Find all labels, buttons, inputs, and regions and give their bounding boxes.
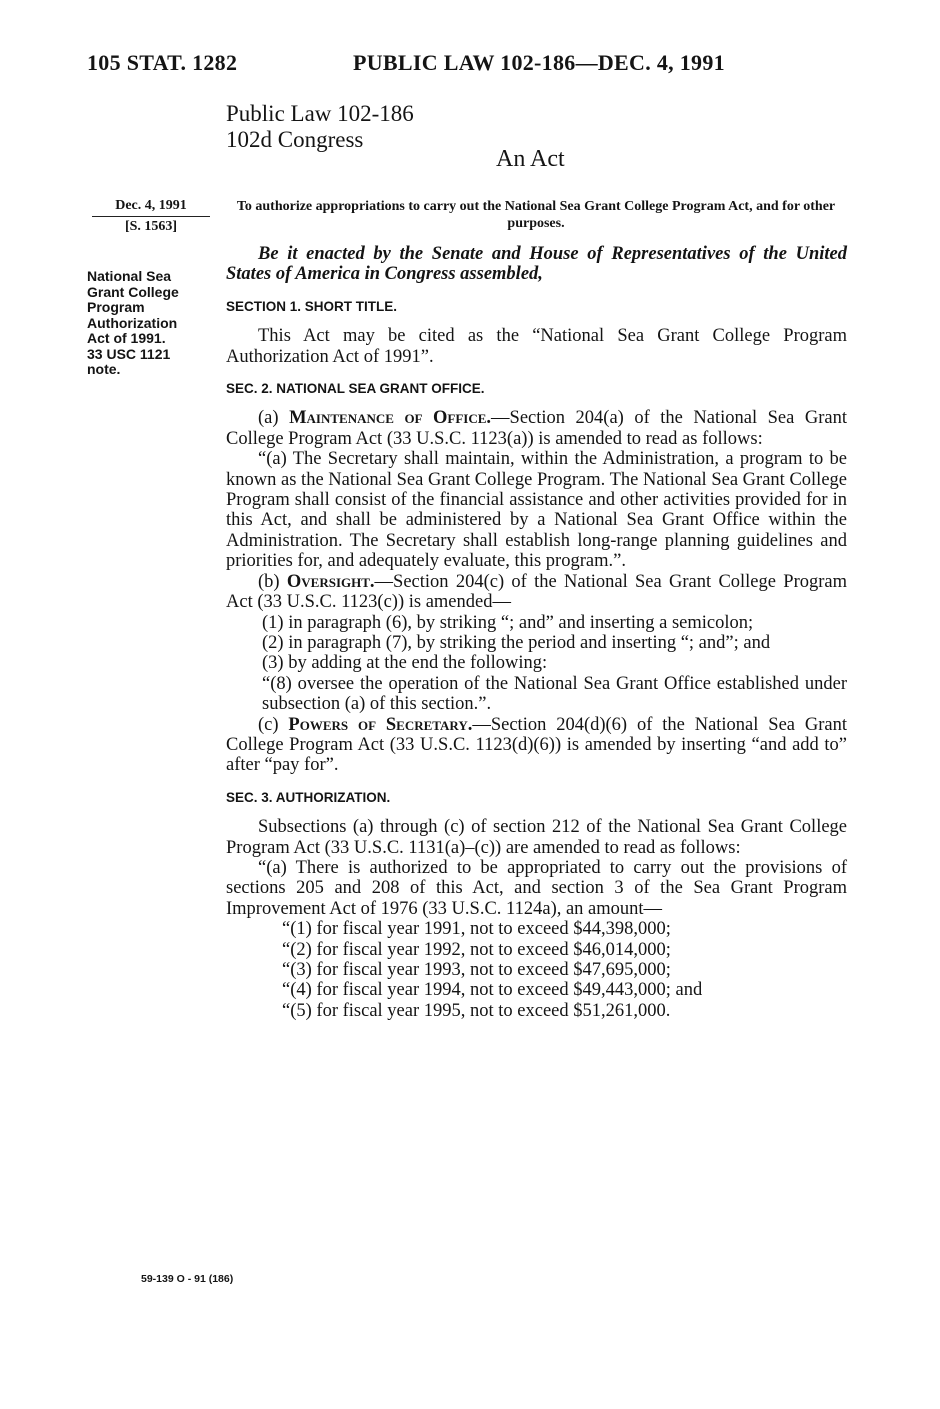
congress-number: 102d Congress	[226, 127, 364, 152]
subsection-caption: Powers of Secretary.	[288, 714, 473, 735]
margin-note-line: note.	[87, 361, 121, 377]
subsection-text: —Section 204(a) of the National Sea Grant College Program Act (33 U.S.C. 1123(a)) is amended to read as follows:	[226, 408, 847, 449]
appropriation-amount: “(5) for fiscal year 1995, not to exceed $51,261,000.	[282, 1000, 671, 1021]
print-code-footer: 59-139 O - 91 (186)	[141, 1273, 234, 1285]
subsection-caption: Maintenance of Office.	[289, 408, 492, 429]
running-title: PUBLIC LAW 102-186—DEC. 4, 1991	[353, 50, 725, 75]
margin-note-line: National Sea	[87, 268, 172, 284]
act-body	[226, 244, 847, 1021]
margin-date: Dec. 4, 1991	[92, 198, 210, 217]
section-2a-paragraph	[226, 408, 847, 449]
section-2c-paragraph	[226, 715, 847, 776]
margin-note-line: Grant College	[87, 283, 179, 300]
subsection-label: (b)	[258, 571, 287, 592]
law-number: Public Law 102-186	[226, 101, 414, 126]
section-3-heading: SEC. 3. AUTHORIZATION.	[226, 789, 391, 805]
margin-note-line: 33 USC 1121	[87, 345, 171, 362]
law-title-block	[226, 101, 414, 153]
appropriation-amount: “(1) for fiscal year 1991, not to exceed $44,398,000;	[282, 919, 671, 940]
section-2b-item: (3) by adding at the end the following:	[262, 653, 548, 674]
margin-note-line: Authorization	[87, 314, 178, 331]
subsection-text: —Section 204(d)(6) of the National Sea Grant College Program Act (33 U.S.C. 1123(d)(6)) is amended by inserting “and add to” after “pay for”.	[226, 714, 847, 776]
margin-note-line: Act of 1991.	[87, 330, 166, 346]
subsection-caption: Oversight.	[286, 571, 375, 592]
section-2b-paragraph	[226, 572, 847, 613]
section-1-text: This Act may be cited as the “National Sea Grant College Program Authorization Act of 1991”.	[226, 326, 847, 367]
section-1-heading: SECTION 1. SHORT TITLE.	[226, 298, 398, 314]
subsection-label: (c)	[258, 714, 289, 735]
stat-page-number: 105 STAT. 1282	[87, 50, 238, 75]
section-3-intro: Subsections (a) through (c) of section 212 of the National Sea Grant College Program Act (33 U.S.C. 1131(a)–(c)) are amended to read as follows:	[226, 817, 847, 858]
section-2b-item: “(8) oversee the operation of the National Sea Grant Office established under subsection (a) of this section.”.	[262, 673, 847, 715]
margin-bill-number: [S. 1563]	[124, 219, 178, 234]
appropriation-amount: “(2) for fiscal year 1992, not to exceed $46,014,000;	[282, 939, 671, 960]
act-purpose: To authorize appropriations to carry out the National Sea Grant College Program Act, and for other purposes.	[236, 199, 836, 231]
section-3a-text: “(a) There is authorized to be appropriated to carry out the provisions of sections 205 and 208 of this Act, and section 3 of the Sea Grant Program Improvement Act of 1976 (33 U.S.C. 1124a), an amount—	[226, 857, 847, 919]
section-2b-item: (2) in paragraph (7), by striking the period and inserting “; and”; and	[262, 632, 771, 653]
appropriation-amount: “(4) for fiscal year 1994, not to exceed $49,443,000; and	[282, 980, 703, 1001]
enacting-clause: Be it enacted by the Senate and House of Representatives of the United States of America in Congress assembled,	[226, 244, 847, 285]
section-2b-item: (1) in paragraph (6), by striking “; and” and inserting a semicolon;	[262, 612, 754, 633]
section-2a-quoted-text: “(a) The Secretary shall maintain, within the Administration, a program to be known as the National Sea Grant College Program. The National Sea Grant College Program shall consist of the financial assistance and other activities provided for in this Act, and shall be administered by a National Sea Grant Office within the Administration. The Secretary shall establish long-range planning guidelines and priorities for, and adequately evaluate, this program.”.	[226, 449, 847, 572]
section-2-heading: SEC. 2. NATIONAL SEA GRANT OFFICE.	[226, 381, 485, 397]
subsection-text: —Section 204(c) of the National Sea Grant College Program Act (33 U.S.C. 1123(c)) is amended—	[226, 571, 847, 613]
margin-note	[87, 269, 207, 378]
act-heading: An Act	[496, 146, 565, 172]
subsection-label: (a)	[258, 408, 290, 429]
appropriation-amount: “(3) for fiscal year 1993, not to exceed $47,695,000;	[282, 960, 671, 980]
margin-note-line: Program	[87, 299, 145, 315]
